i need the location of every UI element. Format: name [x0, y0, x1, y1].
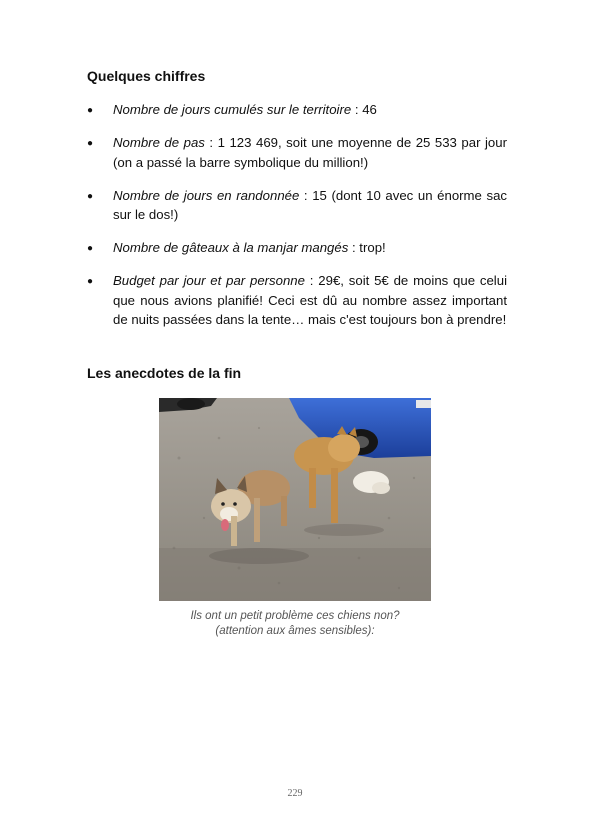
item-text: : trop! [348, 240, 386, 255]
bullet-icon: ● [87, 276, 94, 287]
bullet-icon: ● [87, 105, 94, 116]
stats-list [87, 100, 507, 343]
bullet-icon: ● [87, 138, 94, 149]
item-label: Budget par jour et par personne [113, 273, 305, 288]
dogs-photo-illustration [159, 398, 431, 601]
item-label: Nombre de jours cumulés sur le territoire [113, 102, 352, 117]
list-item [87, 100, 507, 120]
item-label: Nombre de jours en randonnée [113, 187, 300, 203]
list-item [87, 271, 507, 330]
list-item [87, 133, 507, 172]
dogs-photo [159, 398, 431, 601]
page-number: 229 [287, 788, 303, 799]
item-text: : 29€, soit 5€ de moins que celui que nous avions planifié! Ceci est dû au nombre assez important de nuits passées dans la tente… mais c'est toujours bon à prendre! [113, 273, 507, 327]
item-text: : 46 [351, 102, 377, 117]
item-text: : 1 123 469, soit une moyenne de 25 533 par jour (on a passé la barre symbolique du million!) [113, 135, 507, 170]
list-item [87, 186, 507, 225]
photo-caption-line1: Ils ont un petit problème ces chiens non? [190, 610, 400, 622]
photo-caption-line2: (attention aux âmes sensibles): [215, 625, 375, 637]
section-heading-quelques-chiffres: Quelques chiffres [87, 68, 206, 84]
bullet-icon: ● [87, 190, 94, 202]
section-heading-anecdotes: Les anecdotes de la fin [87, 365, 242, 381]
item-text: : 15 (dont 10 avec un énorme sac sur le dos!) [113, 187, 508, 222]
item-label: Nombre de gâteaux à la manjar mangés [113, 240, 349, 255]
bullet-icon: ● [87, 243, 94, 254]
item-label: Nombre de pas [113, 135, 205, 150]
list-item [87, 238, 507, 258]
